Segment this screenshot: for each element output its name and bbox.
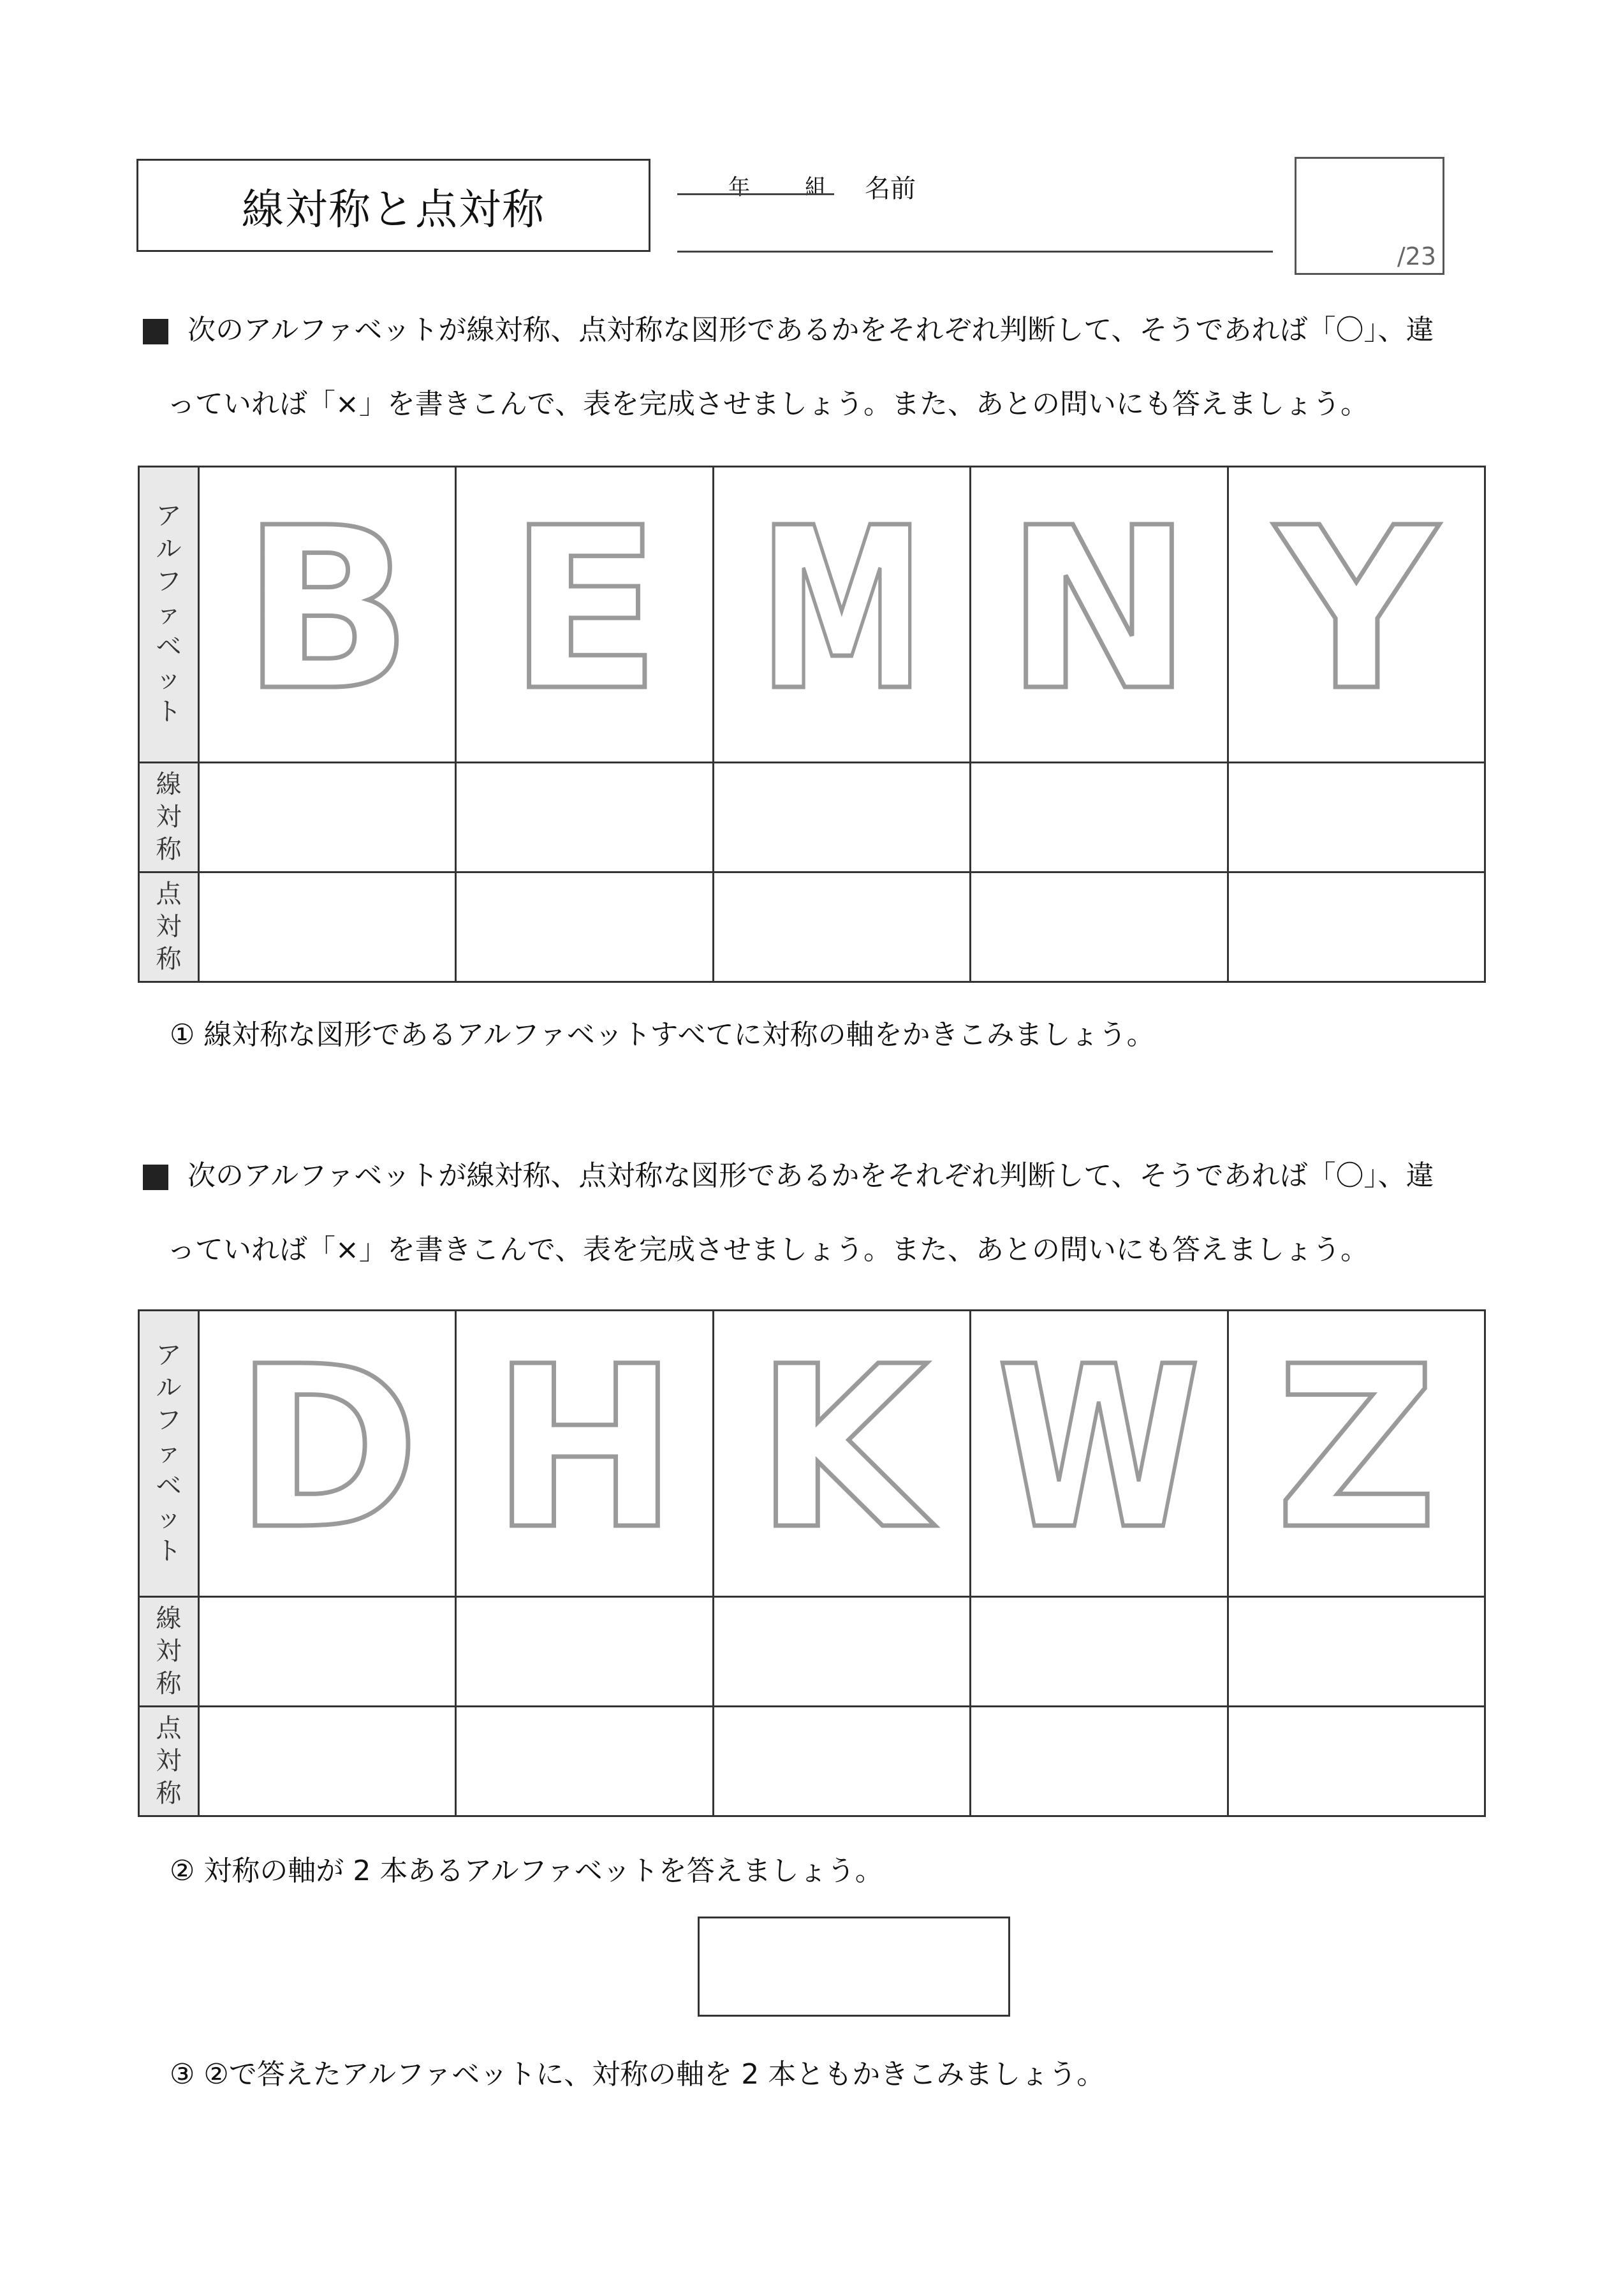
row-header-alphabet: ア ル フ ァ ベ ッ ト	[139, 1311, 199, 1597]
letter-cell-y	[1228, 467, 1485, 763]
answer-cell[interactable]	[456, 763, 713, 872]
score-box[interactable]	[1295, 157, 1444, 275]
answer-cell[interactable]	[199, 763, 456, 872]
year-label: 年	[728, 175, 750, 200]
letter-cell-h	[456, 1311, 713, 1597]
answer-cell[interactable]	[456, 1597, 713, 1707]
letter-z-outline	[1261, 1318, 1452, 1578]
letter-cell-w	[971, 1311, 1228, 1597]
svg-text:Y: Y	[1275, 479, 1437, 740]
year-class-underline	[677, 193, 834, 195]
answer-cell[interactable]	[713, 872, 970, 982]
letter-m-outline	[746, 479, 937, 740]
question-3: ③ ②で答えたアルファベットに、対称の軸を 2 本ともかきこみましょう。	[170, 2058, 1105, 2091]
letter-b-outline	[231, 479, 423, 740]
symmetry-table-1	[138, 466, 1486, 983]
answer-cell[interactable]	[713, 1597, 970, 1707]
answer-cell[interactable]	[456, 872, 713, 982]
letter-cell-b	[199, 467, 456, 763]
name-label: 名前	[865, 174, 916, 203]
svg-text:H: H	[491, 1318, 679, 1578]
instruction-line-2: っていれば「×」を書きこんで、表を完成させましょう。また、あとの問いにも答えましょう。	[167, 388, 1369, 420]
svg-text:W: W	[997, 1318, 1201, 1578]
answer-cell[interactable]	[713, 1707, 970, 1816]
letter-k-outline	[746, 1318, 937, 1578]
answer-cell[interactable]	[971, 763, 1228, 872]
row-header-line-symmetry: 線 対 称	[139, 1597, 199, 1707]
answer-cell[interactable]	[713, 763, 970, 872]
answer-cell[interactable]	[1228, 872, 1485, 982]
letter-w-outline	[990, 1318, 1207, 1578]
letter-d-outline	[231, 1318, 423, 1578]
answer-cell[interactable]	[1228, 1597, 1485, 1707]
name-field[interactable]	[677, 251, 1273, 253]
letter-h-outline	[489, 1318, 680, 1578]
answer-cell[interactable]	[199, 1707, 456, 1816]
letter-cell-n	[971, 467, 1228, 763]
answer-cell[interactable]	[199, 1597, 456, 1707]
svg-text:B: B	[242, 479, 413, 740]
instruction-line-1: 次のアルファベットが線対称、点対称な図形であるかをそれぞれ判断して、そうであれば「〇」、違	[187, 314, 1434, 346]
answer-cell[interactable]	[1228, 763, 1485, 872]
svg-text:K: K	[755, 1318, 929, 1578]
instruction-line-1: 次のアルファベットが線対称、点対称な図形であるかをそれぞれ判断して、そうであれば「〇」、違	[187, 1159, 1434, 1192]
letter-cell-m	[713, 467, 970, 763]
letter-cell-e	[456, 467, 713, 763]
letter-y-outline	[1261, 479, 1452, 740]
svg-text:Z: Z	[1275, 1318, 1437, 1578]
letter-n-outline	[1003, 479, 1194, 740]
square-bullet-icon	[143, 1165, 168, 1190]
row-header-alphabet: ア ル フ ァ ベ ッ ト	[139, 467, 199, 763]
answer-cell[interactable]	[456, 1707, 713, 1816]
answer-box[interactable]	[698, 1917, 1010, 2017]
row-header-point-symmetry: 点 対 称	[139, 1707, 199, 1816]
symmetry-table-2	[138, 1309, 1486, 1817]
svg-text:N: N	[1005, 479, 1193, 740]
instruction-line-2: っていれば「×」を書きこんで、表を完成させましょう。また、あとの問いにも答えましょう。	[167, 1233, 1369, 1266]
question-1: ① 線対称な図形であるアルファベットすべてに対称の軸をかきこみましょう。	[170, 1019, 1155, 1051]
question-2: ② 対称の軸が 2 本あるアルファベットを答えましょう。	[170, 1855, 883, 1887]
answer-cell[interactable]	[1228, 1707, 1485, 1816]
row-header-point-symmetry: 点 対 称	[139, 872, 199, 982]
letter-e-outline	[489, 479, 680, 740]
svg-text:E: E	[508, 479, 661, 740]
svg-text:M: M	[758, 479, 925, 740]
answer-cell[interactable]	[199, 872, 456, 982]
worksheet-title: 線対称と点対称	[136, 159, 650, 252]
letter-cell-z	[1228, 1311, 1485, 1597]
letter-cell-k	[713, 1311, 970, 1597]
square-bullet-icon	[143, 319, 168, 344]
letter-cell-d	[199, 1311, 456, 1597]
row-header-line-symmetry: 線 対 称	[139, 763, 199, 872]
answer-cell[interactable]	[971, 1597, 1228, 1707]
answer-cell[interactable]	[971, 872, 1228, 982]
answer-cell[interactable]	[971, 1707, 1228, 1816]
svg-text:D: D	[234, 1318, 420, 1578]
score-total: /23	[1397, 242, 1436, 270]
class-label: 組	[805, 175, 826, 200]
